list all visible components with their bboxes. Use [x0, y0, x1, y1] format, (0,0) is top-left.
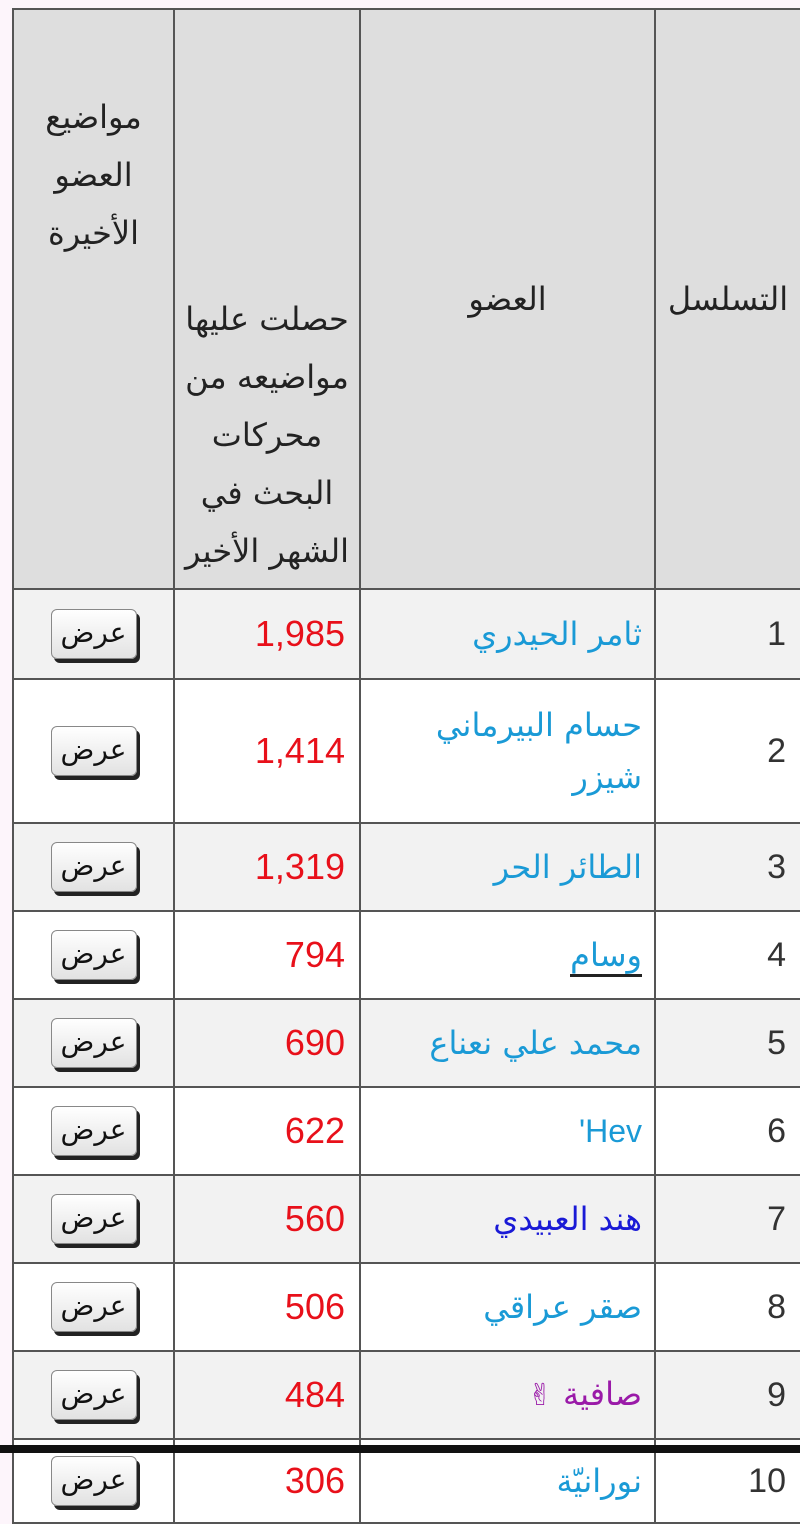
count-cell: 306 [174, 1439, 360, 1523]
member-cell [360, 1351, 655, 1439]
victory-hand-icon: ✌ [527, 1378, 553, 1413]
rank-cell: 2 [655, 679, 800, 823]
member-link[interactable]: الطائر الحر [493, 848, 642, 886]
header-recent-topics: مواضيع العضو الأخيرة [13, 9, 174, 589]
count-cell: 1,414 [174, 679, 360, 823]
view-topics-button[interactable]: عرض [51, 1106, 137, 1156]
bottom-bar [0, 1445, 800, 1453]
view-topics-button[interactable]: عرض [51, 930, 137, 980]
member-cell [360, 1087, 655, 1175]
table-row [13, 1351, 800, 1439]
view-topics-button[interactable]: عرض [51, 609, 137, 659]
view-topics-button[interactable]: عرض [51, 1282, 137, 1332]
header-search-visits-label: حصلت عليها مواضيعه من محركات البحث في الشهر الأخير [185, 300, 349, 570]
count-cell: 506 [174, 1263, 360, 1351]
action-cell [13, 1263, 174, 1351]
top-members-table [12, 8, 800, 1524]
rank-cell: 3 [655, 823, 800, 911]
rank-cell: 1 [655, 589, 800, 679]
view-topics-button[interactable]: عرض [51, 1018, 137, 1068]
count-cell: 690 [174, 999, 360, 1087]
member-cell [360, 589, 655, 679]
rank-cell: 10 [655, 1439, 800, 1523]
header-search-visits [174, 9, 360, 589]
member-link[interactable]: صقر عراقي [483, 1288, 642, 1326]
view-topics-button[interactable]: عرض [51, 726, 137, 776]
header-member: العضو [360, 9, 655, 589]
member-link[interactable]: حسام البيرماني شيزر [435, 706, 642, 796]
rank-cell: 9 [655, 1351, 800, 1439]
table-row [13, 1087, 800, 1175]
action-cell [13, 1175, 174, 1263]
table-row [13, 911, 800, 999]
rank-cell: 7 [655, 1175, 800, 1263]
member-cell [360, 823, 655, 911]
action-cell [13, 911, 174, 999]
action-cell [13, 1087, 174, 1175]
count-cell: 560 [174, 1175, 360, 1263]
member-link[interactable]: وسام [570, 936, 642, 977]
stats-table-frame [12, 8, 800, 1501]
view-topics-button[interactable]: عرض [51, 1456, 137, 1506]
table-row [13, 1263, 800, 1351]
count-cell: 1,319 [174, 823, 360, 911]
table-row [13, 679, 800, 823]
action-cell [13, 823, 174, 911]
action-cell [13, 589, 174, 679]
member-link[interactable]: صافية [562, 1375, 642, 1413]
rank-cell: 4 [655, 911, 800, 999]
table-header-row [13, 9, 800, 589]
member-cell [360, 1263, 655, 1351]
rank-cell: 8 [655, 1263, 800, 1351]
header-sequence: التسلسل [655, 9, 800, 589]
member-link[interactable]: محمد علي نعناع [429, 1024, 642, 1062]
action-cell [13, 999, 174, 1087]
member-link[interactable]: نورانيّة [556, 1462, 642, 1500]
view-topics-button[interactable]: عرض [51, 842, 137, 892]
view-topics-button[interactable]: عرض [51, 1370, 137, 1420]
member-link[interactable]: هند العبيدي [493, 1200, 642, 1238]
count-cell: 794 [174, 911, 360, 999]
rank-cell: 5 [655, 999, 800, 1087]
member-link[interactable]: Hev' [578, 1113, 642, 1149]
table-row [13, 823, 800, 911]
table-row [13, 999, 800, 1087]
count-cell: 1,985 [174, 589, 360, 679]
table-row [13, 589, 800, 679]
rank-cell: 6 [655, 1087, 800, 1175]
view-topics-button[interactable]: عرض [51, 1194, 137, 1244]
member-cell [360, 999, 655, 1087]
member-link[interactable]: ثامر الحيدري [472, 615, 642, 653]
member-cell [360, 679, 655, 823]
table-row [13, 1175, 800, 1263]
count-cell: 484 [174, 1351, 360, 1439]
member-cell [360, 911, 655, 999]
action-cell [13, 1351, 174, 1439]
member-cell [360, 1175, 655, 1263]
count-cell: 622 [174, 1087, 360, 1175]
action-cell [13, 679, 174, 823]
